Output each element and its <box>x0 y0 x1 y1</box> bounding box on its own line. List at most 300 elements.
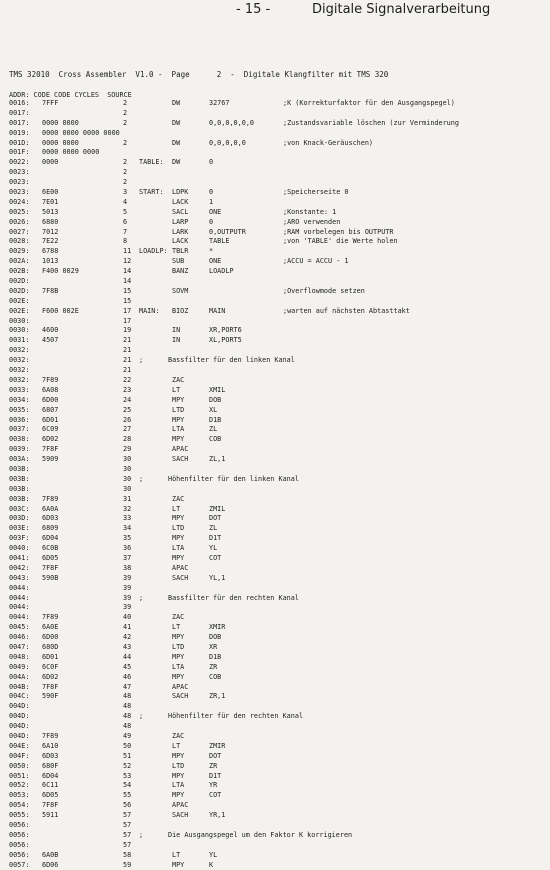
listing-opcode: LTA <box>172 425 185 434</box>
listing-cycles: 4 <box>123 197 128 206</box>
listing-row <box>9 732 549 742</box>
listing-cycles: 31 <box>123 494 132 503</box>
listing-address: 003D: <box>9 514 30 523</box>
listing-label: MAIN: <box>139 306 160 315</box>
listing-address: 0047: <box>9 642 30 651</box>
listing-cycles: 5 <box>123 207 128 216</box>
listing-code: 7F89 <box>42 732 59 740</box>
listing-code: 7012 <box>42 227 59 236</box>
listing-row <box>9 762 549 772</box>
listing-code: F600 002E <box>42 306 79 315</box>
listing-address: 0032: <box>9 366 30 375</box>
listing-opcode: SACH <box>172 573 189 582</box>
listing-operand: TABLE <box>209 237 230 246</box>
listing-address: 0027: <box>9 227 30 236</box>
listing-address: 001D: <box>9 138 30 147</box>
listing-cycles: 33 <box>123 514 132 523</box>
listing-code: 0000 0000 <box>42 118 79 127</box>
listing-cycles: 50 <box>123 741 132 750</box>
listing-row <box>9 712 549 722</box>
listing-address: 0035: <box>9 405 30 414</box>
listing-address: 0032: <box>9 356 30 365</box>
listing-row <box>9 801 549 811</box>
listing-cycles: 3 <box>123 188 128 197</box>
listing-opcode: MPY <box>172 860 185 869</box>
listing-row <box>9 781 549 791</box>
listing-address: 004B: <box>9 682 30 691</box>
listing-cycles: 23 <box>123 385 132 394</box>
listing-operand: XMIR <box>209 623 226 632</box>
listing-opcode: MPY <box>172 435 185 444</box>
listing-operand: ZMIL <box>209 504 226 513</box>
listing-code: 6A0A <box>42 504 59 513</box>
listing-code: 6A0E <box>42 623 59 632</box>
listing-code: 7F8F <box>42 445 59 454</box>
listing-cycles: 40 <box>123 613 132 622</box>
listing-cycles: 48 <box>123 712 132 721</box>
listing-code: 6D00 <box>42 633 59 642</box>
listing-row <box>9 386 549 396</box>
listing-opcode: IN <box>172 326 181 335</box>
listing-cycles: 27 <box>123 425 132 434</box>
listing-cycles: 57 <box>123 830 132 839</box>
listing-opcode: DW <box>172 118 181 127</box>
listing-comment: ;ARO verwenden <box>283 217 341 226</box>
listing-address: 003B: <box>9 484 30 493</box>
listing-row <box>9 317 549 327</box>
listing-comment: ;Konstante: 1 <box>283 207 337 216</box>
listing-row <box>9 218 549 228</box>
listing-opcode: MPY <box>172 771 185 780</box>
listing-code: 6C0F <box>42 662 59 671</box>
listing-cycles: 8 <box>123 237 128 246</box>
listing-address: 0029: <box>9 247 30 256</box>
listing-opcode: SACH <box>172 455 189 464</box>
listing-opcode: ZAC <box>172 613 185 622</box>
listing-code: 6D04 <box>42 771 59 780</box>
listing-operand: 0 <box>209 158 214 167</box>
listing-opcode: BIOZ <box>172 306 189 315</box>
listing-address: 0038: <box>9 435 30 444</box>
listing-cycles: 43 <box>123 642 132 651</box>
listing-operand: ZL,1 <box>209 455 226 464</box>
listing-opcode: MPY <box>172 791 185 800</box>
listing-cycles: 2 <box>123 99 128 107</box>
listing-address: 0023: <box>9 178 30 187</box>
listing-operand: D1B <box>209 415 222 424</box>
listing-operand: DOT <box>209 514 222 523</box>
listing-cycles: 22 <box>123 375 132 384</box>
listing-cycles: 15 <box>123 296 132 305</box>
listing-code: 6D03 <box>42 751 59 760</box>
listing-label: ; <box>139 474 144 483</box>
listing-address: 0023: <box>9 168 30 177</box>
listing-address: 002D: <box>9 286 30 295</box>
listing-address: 0044: <box>9 583 30 592</box>
listing-row <box>9 267 549 277</box>
listing-operand: XR,PORT6 <box>209 326 242 335</box>
listing-address: 003B: <box>9 474 30 483</box>
listing-opcode: LTD <box>172 761 185 770</box>
listing-row <box>9 198 549 208</box>
listing-row <box>9 346 549 356</box>
listing-opcode: DW <box>172 158 181 167</box>
listing-opcode: LT <box>172 623 181 632</box>
listing-operand: LOADLP <box>209 267 234 276</box>
listing-opcode: SACH <box>172 811 189 820</box>
listing-row <box>9 485 549 495</box>
listing-row <box>9 505 549 515</box>
listing-operand: D1T <box>209 771 222 780</box>
listing-row <box>9 307 549 317</box>
listing-code: 7F89 <box>42 494 59 503</box>
listing-opcode: LT <box>172 741 181 750</box>
listing-row <box>9 514 549 524</box>
listing-opcode: LTA <box>172 544 185 553</box>
listing-comment: Bassfilter für den rechten Kanal <box>168 593 299 602</box>
listing-row <box>9 376 549 386</box>
listing-row <box>9 495 549 505</box>
listing-opcode: LTA <box>172 781 185 790</box>
listing-address: 0026: <box>9 217 30 226</box>
listing-label: ; <box>139 712 144 721</box>
listing-cycles: 57 <box>123 811 132 820</box>
listing-row <box>9 594 549 604</box>
listing-address: 0017: <box>9 108 30 117</box>
listing-code: 6C09 <box>42 425 59 434</box>
listing-address: 0044: <box>9 613 30 622</box>
listing-cycles: 51 <box>123 751 132 760</box>
listing-address: 003E: <box>9 524 30 533</box>
listing-opcode: MPY <box>172 751 185 760</box>
listing-row <box>9 702 549 712</box>
listing-code: 1013 <box>42 257 59 266</box>
listing-code: 6809 <box>42 524 59 533</box>
listing-cycles: 39 <box>123 573 132 582</box>
listing-label: ; <box>139 593 144 602</box>
listing-cycles: 7 <box>123 227 128 236</box>
listing-row <box>9 673 549 683</box>
listing-code: 7F8F <box>42 801 59 810</box>
listing-opcode: LACK <box>172 197 189 206</box>
listing-cycles: 24 <box>123 395 132 404</box>
listing-row <box>9 861 549 870</box>
listing-address: 0052: <box>9 781 30 790</box>
listing-opcode: IN <box>172 336 181 345</box>
listing-address: 004A: <box>9 672 30 681</box>
listing-cycles: 58 <box>123 850 132 859</box>
listing-row <box>9 366 549 376</box>
listing-row <box>9 811 549 821</box>
listing-code: 6D06 <box>42 860 59 869</box>
listing-cycles: 6 <box>123 217 128 226</box>
listing-cycles: 30 <box>123 484 132 493</box>
listing-cycles: 36 <box>123 544 132 553</box>
listing-code: 7F8B <box>42 286 59 295</box>
listing-address: 002A: <box>9 257 30 266</box>
listing-address: 002B: <box>9 267 30 276</box>
listing-address: 0032: <box>9 346 30 355</box>
listing-code: 680D <box>42 642 59 651</box>
listing-operand: COT <box>209 791 222 800</box>
listing-cycles: 35 <box>123 534 132 543</box>
listing-row <box>9 524 549 534</box>
page-number: - 15 - <box>236 2 271 17</box>
listing-address: 004D: <box>9 702 30 711</box>
listing-code: 0000 <box>42 158 59 167</box>
listing-row <box>9 633 549 643</box>
assembler-listing <box>9 99 549 870</box>
listing-label: LOADLP: <box>139 247 168 256</box>
listing-opcode: LT <box>172 385 181 394</box>
listing-code: 0000 0000 0000 0000 <box>42 128 120 137</box>
listing-operand: ZR <box>209 761 218 770</box>
listing-address: 0030: <box>9 326 30 335</box>
listing-cycles: 34 <box>123 524 132 533</box>
listing-row <box>9 208 549 218</box>
listing-address: 002D: <box>9 277 30 286</box>
listing-address: 0016: <box>9 99 30 107</box>
listing-row <box>9 435 549 445</box>
listing-row <box>9 148 549 158</box>
listing-address: 0045: <box>9 623 30 632</box>
listing-address: 0057: <box>9 860 30 869</box>
listing-cycles: 55 <box>123 791 132 800</box>
listing-row <box>9 277 549 287</box>
listing-cycles: 48 <box>123 702 132 711</box>
listing-cycles: 39 <box>123 583 132 592</box>
listing-address: 0028: <box>9 237 30 246</box>
listing-operand: XR <box>209 642 218 651</box>
listing-row <box>9 772 549 782</box>
listing-row <box>9 455 549 465</box>
listing-row <box>9 752 549 762</box>
listing-row <box>9 544 549 554</box>
listing-address: 0050: <box>9 761 30 770</box>
listing-opcode: BANZ <box>172 267 189 276</box>
listing-opcode: LARP <box>172 217 189 226</box>
listing-code: 6A10 <box>42 741 59 750</box>
listing-operand: YL <box>209 850 218 859</box>
listing-address: 0031: <box>9 336 30 345</box>
listing-operand: YR,1 <box>209 811 226 820</box>
listing-opcode: MPY <box>172 514 185 523</box>
listing-code: 6880 <box>42 217 59 226</box>
listing-row <box>9 178 549 188</box>
listing-opcode: MPY <box>172 395 185 404</box>
page-header <box>0 2 550 22</box>
listing-cycles: 25 <box>123 405 132 414</box>
column-headers: ADDR: CODE CODE CYCLES SOURCE <box>9 91 132 99</box>
listing-code: 6C11 <box>42 781 59 790</box>
listing-row <box>9 119 549 129</box>
listing-address: 0022: <box>9 158 30 167</box>
listing-row <box>9 287 549 297</box>
listing-opcode: ZAC <box>172 494 185 503</box>
listing-address: 0032: <box>9 375 30 384</box>
listing-row <box>9 574 549 584</box>
listing-address: 0024: <box>9 197 30 206</box>
listing-cycles: 47 <box>123 682 132 691</box>
listing-address: 0042: <box>9 563 30 572</box>
listing-code: 7E01 <box>42 197 59 206</box>
listing-cycles: 38 <box>123 563 132 572</box>
listing-cycles: 44 <box>123 652 132 661</box>
listing-operand: YR <box>209 781 218 790</box>
listing-cycles: 2 <box>123 118 128 127</box>
listing-opcode: LDPK <box>172 188 189 197</box>
listing-cycles: 21 <box>123 366 132 375</box>
chapter-title: Digitale Signalverarbeitung <box>312 2 491 17</box>
listing-operand: COB <box>209 435 222 444</box>
listing-row <box>9 831 549 841</box>
listing-row <box>9 257 549 267</box>
listing-code: 5013 <box>42 207 59 216</box>
listing-opcode: MPY <box>172 553 185 562</box>
listing-address: 0044: <box>9 593 30 602</box>
listing-opcode: LTA <box>172 662 185 671</box>
listing-code: 590B <box>42 573 59 582</box>
listing-address: 0046: <box>9 633 30 642</box>
listing-opcode: LARK <box>172 227 189 236</box>
listing-operand: ONE <box>209 207 222 216</box>
listing-address: 0053: <box>9 791 30 800</box>
listing-code: 6D05 <box>42 791 59 800</box>
listing-cycles: 56 <box>123 801 132 810</box>
listing-cycles: 39 <box>123 603 132 612</box>
listing-comment: Höhenfilter für den linken Kanal <box>168 474 299 483</box>
listing-cycles: 37 <box>123 553 132 562</box>
listing-address: 003A: <box>9 455 30 464</box>
listing-cycles: 21 <box>123 346 132 355</box>
listing-code: 7F8F <box>42 682 59 691</box>
listing-address: 0041: <box>9 553 30 562</box>
listing-address: 004D: <box>9 722 30 731</box>
listing-operand: ZL <box>209 524 218 533</box>
listing-row <box>9 692 549 702</box>
listing-cycles: 28 <box>123 435 132 444</box>
listing-address: 004C: <box>9 692 30 701</box>
listing-operand: 0,OUTPUTR <box>209 227 246 236</box>
listing-address: 0049: <box>9 662 30 671</box>
listing-row <box>9 445 549 455</box>
listing-cycles: 59 <box>123 860 132 869</box>
listing-address: 0033: <box>9 385 30 394</box>
listing-row <box>9 247 549 257</box>
listing-cycles: 21 <box>123 356 132 365</box>
listing-row <box>9 129 549 139</box>
listing-label: START: <box>139 188 164 197</box>
listing-code: 4507 <box>42 336 59 345</box>
listing-address: 0056: <box>9 821 30 830</box>
listing-cycles: 12 <box>123 257 132 266</box>
listing-operand: 0,0,0,0,0,0 <box>209 118 255 127</box>
listing-row <box>9 416 549 426</box>
listing-cycles: 42 <box>123 633 132 642</box>
listing-address: 004D: <box>9 712 30 721</box>
listing-cycles: 49 <box>123 732 132 740</box>
listing-cycles: 30 <box>123 464 132 473</box>
listing-operand: COB <box>209 672 222 681</box>
listing-address: 0017: <box>9 118 30 127</box>
listing-operand: K <box>209 860 214 869</box>
listing-cycles: 54 <box>123 781 132 790</box>
listing-address: 0044: <box>9 603 30 612</box>
listing-operand: YL,1 <box>209 573 226 582</box>
listing-opcode: LT <box>172 504 181 513</box>
listing-code: 7F89 <box>42 613 59 622</box>
listing-opcode: APAC <box>172 445 189 454</box>
listing-code: 590F <box>42 692 59 701</box>
listing-opcode: MPY <box>172 633 185 642</box>
listing-cycles: 14 <box>123 267 132 276</box>
listing-row <box>9 584 549 594</box>
listing-operand: ZL <box>209 425 218 434</box>
listing-cycles: 32 <box>123 504 132 513</box>
listing-row <box>9 188 549 198</box>
listing-opcode: ZAC <box>172 732 185 740</box>
listing-cycles: 26 <box>123 415 132 424</box>
listing-row <box>9 475 549 485</box>
listing-cycles: 46 <box>123 672 132 681</box>
listing-row <box>9 742 549 752</box>
listing-operand: 0,0,0,0,0 <box>209 138 246 147</box>
listing-comment: ;Overflowmode setzen <box>283 286 365 295</box>
listing-row <box>9 623 549 633</box>
listing-code: 7F8F <box>42 563 59 572</box>
listing-comment: ;von 'TABLE' die Werte holen <box>283 237 398 246</box>
listing-opcode: DW <box>172 138 181 147</box>
listing-operand: 0 <box>209 217 214 226</box>
listing-row <box>9 603 549 613</box>
listing-opcode: APAC <box>172 801 189 810</box>
listing-address: 001F: <box>9 148 30 157</box>
listing-address: 003B: <box>9 464 30 473</box>
listing-code: 7E22 <box>42 237 59 246</box>
listing-opcode: TBLR <box>172 247 189 256</box>
listing-address: 003F: <box>9 534 30 543</box>
listing-comment: Höhenfilter für den rechten Kanal <box>168 712 304 721</box>
listing-address: 0056: <box>9 840 30 849</box>
listing-row <box>9 297 549 307</box>
listing-row <box>9 158 549 168</box>
listing-row <box>9 465 549 475</box>
listing-row <box>9 326 549 336</box>
listing-address: 0030: <box>9 316 30 325</box>
listing-opcode: LTD <box>172 405 185 414</box>
listing-cycles: 57 <box>123 840 132 849</box>
listing-cycles: 17 <box>123 306 132 315</box>
listing-opcode: APAC <box>172 563 189 572</box>
listing-code: 7F89 <box>42 375 59 384</box>
listing-address: 0048: <box>9 652 30 661</box>
listing-comment: ;ACCU = ACCU - 1 <box>283 257 349 266</box>
listing-code: 6D00 <box>42 395 59 404</box>
listing-row <box>9 841 549 851</box>
listing-operand: XMIL <box>209 385 226 394</box>
listing-code: 6D04 <box>42 534 59 543</box>
listing-row <box>9 613 549 623</box>
listing-row <box>9 109 549 119</box>
listing-code: 6807 <box>42 405 59 414</box>
listing-operand: XL <box>209 405 218 414</box>
listing-address: 0037: <box>9 425 30 434</box>
listing-cycles: 11 <box>123 247 132 256</box>
listing-row <box>9 356 549 366</box>
listing-title: TMS 32010 Cross Assembler V1.0 - Page 2 - Digitale Klangfilter mit TMS 320 <box>9 70 389 79</box>
listing-cycles: 2 <box>123 178 128 187</box>
listing-row <box>9 168 549 178</box>
